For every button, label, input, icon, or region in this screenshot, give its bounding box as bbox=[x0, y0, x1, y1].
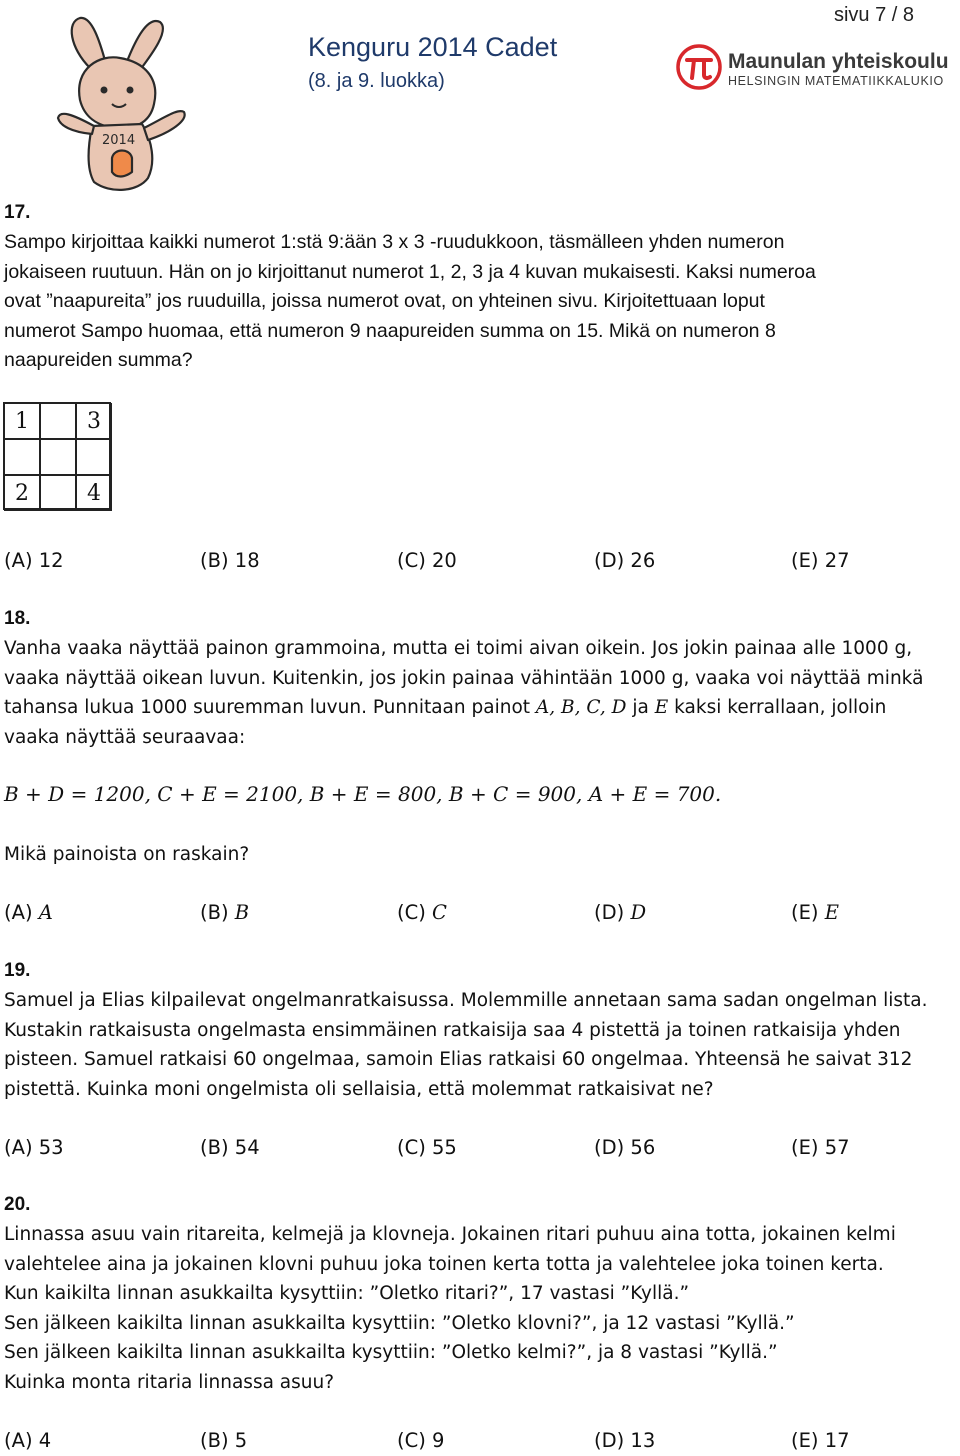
math-variables: A, B, C, D bbox=[535, 697, 627, 718]
question-20-number: 20. bbox=[4, 1194, 31, 1215]
text-fragment: tahansa lukua 1000 suuremman luvun. Punnitaan painot bbox=[4, 697, 531, 718]
text-line: Sampo kirjoittaa kaikki numerot 1:stä 9:ään 3 x 3 -ruudukkoon, täsmälleen yhden numeron bbox=[4, 231, 785, 253]
text-line: Linnassa asuu vain ritareita, kelmejä ja klovneja. Jokainen ritari puhuu aina totta, jokainen kelmi bbox=[4, 1224, 896, 1245]
text-line: Samuel ja Elias kilpailevat ongelmanratkaisussa. Molemmille annetaan sama sadan ongelman lista. bbox=[4, 990, 928, 1011]
text-line: Kun kaikilta linnan asukkailta kysyttiin: ”Oletko ritari?”, 17 vastasi ”Kyllä.” bbox=[4, 1283, 690, 1304]
answer-option-d: (D) 13 bbox=[594, 1429, 656, 1452]
pi-logo-icon bbox=[676, 44, 722, 90]
answer-option-d: (D) D bbox=[594, 901, 647, 924]
text-line: Sen jälkeen kaikilta linnan asukkailta kysyttiin: ”Oletko klovni?”, ja 12 vastasi ”Kyllä.” bbox=[4, 1312, 795, 1334]
text-line: Kuinka monta ritaria linnassa asuu? bbox=[4, 1371, 335, 1393]
answer-option-d: (D) 26 bbox=[594, 549, 656, 572]
question-18-text bbox=[4, 634, 959, 752]
answer-option-c: (C) C bbox=[397, 901, 447, 924]
grid-cell bbox=[4, 439, 40, 475]
text-line: valehtelee aina ja jokainen klovni puhuu joka toinen kerta totta ja valehtelee joka toinen kerta. bbox=[4, 1253, 884, 1275]
kangaroo-mascot-illustration bbox=[52, 8, 202, 194]
answer-option-a: (A) A bbox=[4, 901, 53, 924]
question-19-number: 19. bbox=[4, 960, 31, 981]
equation: B + D = 1200, C + E = 2100, B + E = 800, B + C = 900, A + E = 700. bbox=[4, 782, 722, 806]
equation-line bbox=[4, 782, 721, 806]
question-17-number: 17. bbox=[4, 202, 31, 223]
grid-cell bbox=[76, 439, 112, 475]
text-line: vaaka näyttää oikean luvun. Kuitenkin, jos jokin painaa vähintään 1000 g, vaaka voi näyttää minkä bbox=[4, 667, 924, 689]
answer-option-e: (E) 17 bbox=[791, 1429, 850, 1452]
mascot-year: 2014 bbox=[102, 133, 136, 148]
grid-cell bbox=[40, 439, 76, 475]
math-variable: E bbox=[654, 697, 669, 718]
page-title: Kenguru 2014 Cadet bbox=[308, 32, 558, 62]
grid-cell: 4 bbox=[76, 475, 112, 511]
grid-cell: 1 bbox=[4, 403, 40, 439]
page-number: sivu 7 / 8 bbox=[833, 4, 914, 26]
grid-cell: 2 bbox=[4, 475, 40, 511]
grid-cell bbox=[40, 403, 76, 439]
text-line: naapureiden summa? bbox=[4, 349, 193, 371]
answer-option-e: (E) E bbox=[791, 901, 839, 924]
text-line: vaaka näyttää seuraavaa: bbox=[4, 726, 246, 748]
text-line: pisteen. Samuel ratkaisi 60 ongelmaa, samoin Elias ratkaisi 60 ongelmaa. Yhteensä he saivat 312 bbox=[4, 1049, 913, 1070]
answer-option-a: (A) 12 bbox=[4, 549, 64, 572]
answer-option-a: (A) 4 bbox=[4, 1429, 52, 1452]
page-subtitle: (8. ja 9. luokka) bbox=[308, 70, 445, 92]
answer-option-a: (A) 53 bbox=[4, 1136, 64, 1159]
school-name: Maunulan yhteiskoulu bbox=[728, 50, 949, 73]
answer-option-c: (C) 55 bbox=[397, 1136, 457, 1159]
question-20-text bbox=[4, 1220, 959, 1397]
text-line: ovat ”naapureita” jos ruuduilla, joissa numerot ovat, on yhteinen sivu. Kirjoitettuaan loput bbox=[4, 290, 765, 312]
question-19-text bbox=[4, 986, 959, 1104]
text-line: numerot Sampo huomaa, että numeron 9 naapureiden summa on 15. Mikä on numeron 8 bbox=[4, 319, 776, 342]
text-line bbox=[4, 693, 959, 723]
number-grid-3x3 bbox=[3, 402, 111, 510]
answer-option-c: (C) 9 bbox=[397, 1429, 445, 1452]
question-18-prompt: Mikä painoista on raskain? bbox=[4, 844, 250, 865]
answer-option-e: (E) 27 bbox=[791, 549, 850, 572]
text-line: Vanha vaaka näyttää painon grammoina, mutta ei toimi aivan oikein. Jos jokin painaa alle 1000 g, bbox=[4, 638, 913, 659]
text-line: pistettä. Kuinka moni ongelmista oli sellaisia, että molemmat ratkaisivat ne? bbox=[4, 1078, 714, 1100]
school-subtitle: HELSINGIN MATEMATIIKKALUKIO bbox=[728, 74, 944, 88]
answer-option-e: (E) 57 bbox=[791, 1136, 850, 1159]
text-line: jokaiseen ruutuun. Hän on jo kirjoittanut numerot 1, 2, 3 ja 4 kuvan mukaisesti. Kaksi numeroa bbox=[4, 260, 816, 283]
answer-option-b: (B) 54 bbox=[200, 1136, 260, 1159]
answer-option-c: (C) 20 bbox=[397, 549, 457, 572]
text-fragment: kaksi kerrallaan, jolloin bbox=[674, 697, 887, 718]
answer-option-d: (D) 56 bbox=[594, 1136, 656, 1159]
grid-cell bbox=[40, 475, 76, 511]
text-line: Sen jälkeen kaikilta linnan asukkailta kysyttiin: ”Oletko kelmi?”, ja 8 vastasi ”Kyllä.” bbox=[4, 1342, 778, 1363]
text-line: Kustakin ratkaisusta ongelmasta ensimmäinen ratkaisija saa 4 pistettä ja toinen ratkaisija yhden bbox=[4, 1019, 901, 1041]
question-17-text bbox=[4, 228, 959, 376]
answer-option-b: (B) B bbox=[200, 901, 250, 924]
grid-cell: 3 bbox=[76, 403, 112, 439]
text-fragment: ja bbox=[632, 697, 649, 718]
answer-option-b: (B) 18 bbox=[200, 549, 260, 572]
question-18-number: 18. bbox=[4, 608, 31, 629]
answer-option-b: (B) 5 bbox=[200, 1429, 248, 1452]
